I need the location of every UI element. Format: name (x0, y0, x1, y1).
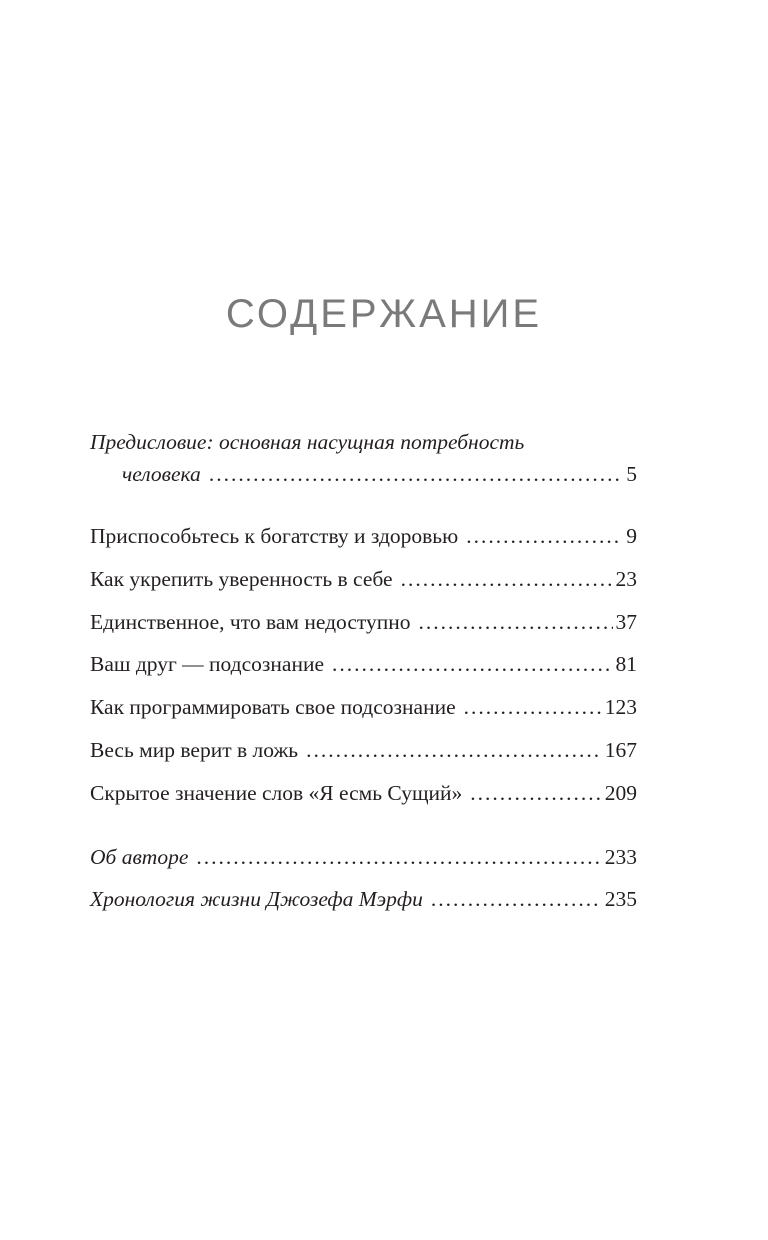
toc-chapter-title: Как укрепить уверенность в себе (90, 567, 393, 591)
dot-leader (332, 650, 612, 678)
toc-entry-preface[interactable] (122, 460, 637, 488)
toc-chapter-title: Как программировать свое подсознание (90, 695, 456, 719)
toc-page-number: 209 (604, 781, 637, 805)
toc-page-number: 233 (604, 845, 637, 869)
dot-leader (209, 460, 622, 488)
toc-chapter-title: Ваш друг — подсознание (90, 652, 325, 676)
dot-leader (306, 736, 602, 764)
toc-entry-chapter[interactable] (90, 650, 637, 678)
toc-chapter-title: Единственное, что вам недоступно (90, 610, 411, 634)
dot-leader (419, 608, 613, 636)
toc-page-number: 5 (626, 462, 637, 486)
dot-leader (431, 885, 602, 913)
dot-leader (466, 522, 622, 550)
toc-entry-chapter[interactable] (90, 736, 637, 764)
toc-appendix-title: Хронология жизни Джозефа Мэрфи (90, 887, 423, 911)
toc-page-number: 235 (604, 887, 637, 911)
dot-leader (196, 843, 601, 871)
toc-entry-appendix[interactable] (90, 885, 637, 913)
toc-page-number: 23 (615, 567, 637, 591)
toc-page-number: 167 (604, 738, 637, 762)
page-title: СОДЕРЖАНИЕ (225, 292, 543, 336)
toc-appendix-title: Об авторе (90, 845, 189, 869)
toc-preface-title-line1: Предисловие: основная насущная потребность (90, 430, 525, 454)
toc-page-number: 9 (626, 524, 637, 548)
toc-chapter-title: Приспособьтесь к богатству и здоровью (90, 524, 459, 548)
toc-entry-chapter[interactable] (90, 779, 637, 807)
dot-leader (470, 779, 601, 807)
dot-leader (401, 565, 613, 593)
toc-entry-chapter[interactable] (90, 608, 637, 636)
toc-entry-chapter[interactable] (90, 565, 637, 593)
toc-entry-appendix[interactable] (90, 843, 637, 871)
toc-preface-title-line2: человека (122, 462, 201, 486)
toc-entry-chapter[interactable] (90, 522, 637, 550)
toc-chapter-title: Весь мир верит в ложь (90, 738, 299, 762)
toc-page-number: 81 (615, 652, 637, 676)
toc-page-number: 123 (604, 695, 637, 719)
toc-page-number: 37 (615, 610, 637, 634)
dot-leader (464, 693, 602, 721)
toc-entry-chapter[interactable] (90, 693, 637, 721)
toc-chapter-title: Скрытое значение слов «Я есмь Сущий» (90, 781, 463, 805)
